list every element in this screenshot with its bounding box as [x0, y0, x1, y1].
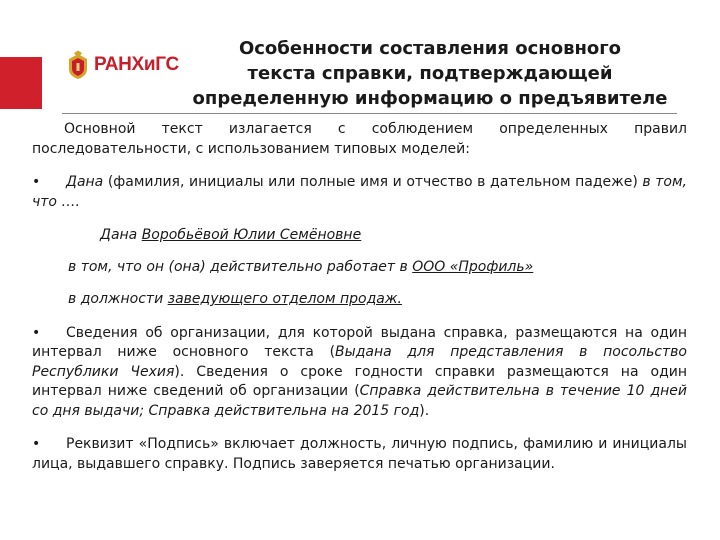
title-line-3: определенную информацию о предъявителе	[192, 88, 668, 109]
example-line-2: в том, что он (она) действительно работает в ООО «Профиль»	[68, 258, 534, 275]
accent-bar	[0, 57, 42, 109]
bullet-paragraph-1: • Дана (фамилия, инициалы или полные имя и отчество в дательном падеже) в том, что ….	[32, 174, 687, 210]
logo-text: РАНХиГС	[94, 54, 179, 75]
bullet-icon: •	[32, 174, 41, 190]
bullet-paragraph-2: • Сведения об организации, для которой выдана справка, размещаются на один интервал ниже основного текста (Выдана для представления в посольство Республики Чехия). Сведения о сроке годности справки размещаются на один интервал ниже сведений об организации (Справка действительна в течение 10 дней со дня выдачи; Справка действительна на 2015 год).	[32, 324, 687, 419]
document-body	[32, 120, 687, 474]
example-line-3: в должности заведующего отделом продаж.	[68, 291, 402, 307]
bullet-icon: •	[32, 324, 41, 341]
example-line-1: Дана Воробьёвой Юлии Семёновне	[100, 227, 362, 243]
logo	[66, 50, 179, 80]
bullet-icon: •	[32, 436, 41, 452]
page-title	[180, 36, 680, 111]
bullet-paragraph-3: • Реквизит «Подпись» включает должность, личную подпись, фамилию и инициалы лица, выдавшего справку. Подпись заверяется печатью организации.	[32, 436, 687, 472]
intro-paragraph: Основной текст излагается с соблюдением определенных правил последовательности, с использованием типовых моделей:	[32, 121, 687, 157]
divider	[62, 113, 677, 114]
emblem-icon	[66, 50, 90, 80]
title-line-2: текста справки, подтверждающей	[247, 63, 613, 84]
title-line-1: Особенности составления основного	[238, 38, 622, 59]
